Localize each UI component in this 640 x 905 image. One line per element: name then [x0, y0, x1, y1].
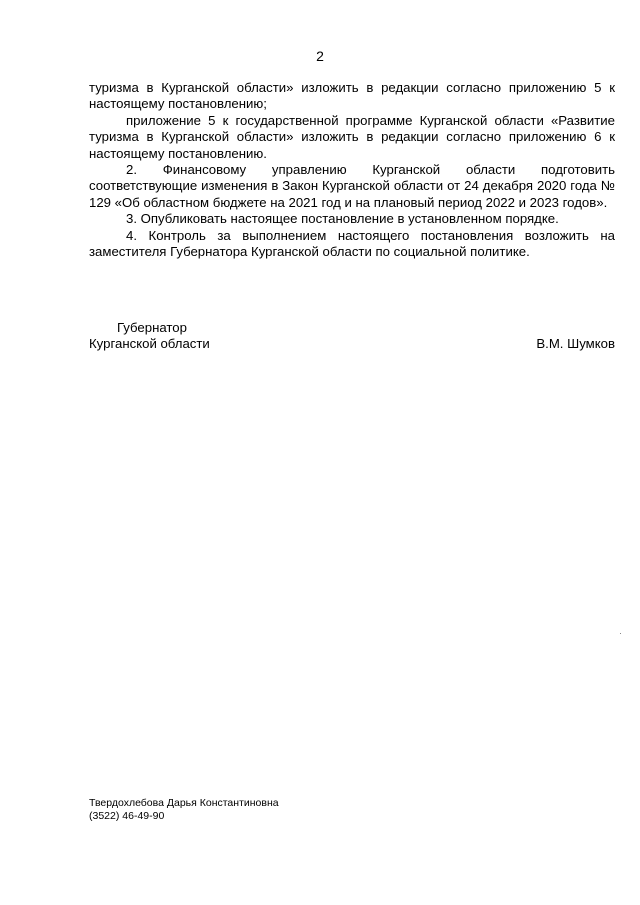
paragraph-continuation: туризма в Курганской области» изложить в редакции согласно приложению 5 к настоящему постановлению;: [89, 80, 615, 112]
signature-title-line2: Курганской области: [89, 336, 210, 351]
paragraph-item-2: 2. Финансовому управлению Курганской области подготовить соответствующие изменения в Закон Курганской области от 24 декабря 2020 года № 129 «Об областном бюджете на 2021 год и на плановый период 2022 и 2023 годов».: [89, 162, 615, 210]
paragraph-appendix-5: приложение 5 к государственной программе Курганской области «Развитие туризма в Курганской области» изложить в редакции согласно приложению 6 к настоящему постановлению.: [89, 112, 615, 161]
paragraph-item-4: 4. Контроль за выполнением настоящего постановления возложить на заместителя Губернатора Курганской области по социальной политике.: [89, 227, 615, 260]
document-body: [89, 80, 615, 260]
paragraph-item-3: 3. Опубликовать настоящее постановление в установленном порядке.: [126, 211, 559, 227]
signatory-name: В.М. Шумков: [536, 336, 615, 351]
page-number: 2: [316, 48, 324, 64]
executor-name: Твердохлебова Дарья Константиновна: [89, 797, 279, 809]
stray-dot: [620, 633, 621, 634]
executor-phone: (3522) 46-49-90: [89, 810, 165, 822]
signature-title-line1: Губернатор: [117, 320, 187, 335]
